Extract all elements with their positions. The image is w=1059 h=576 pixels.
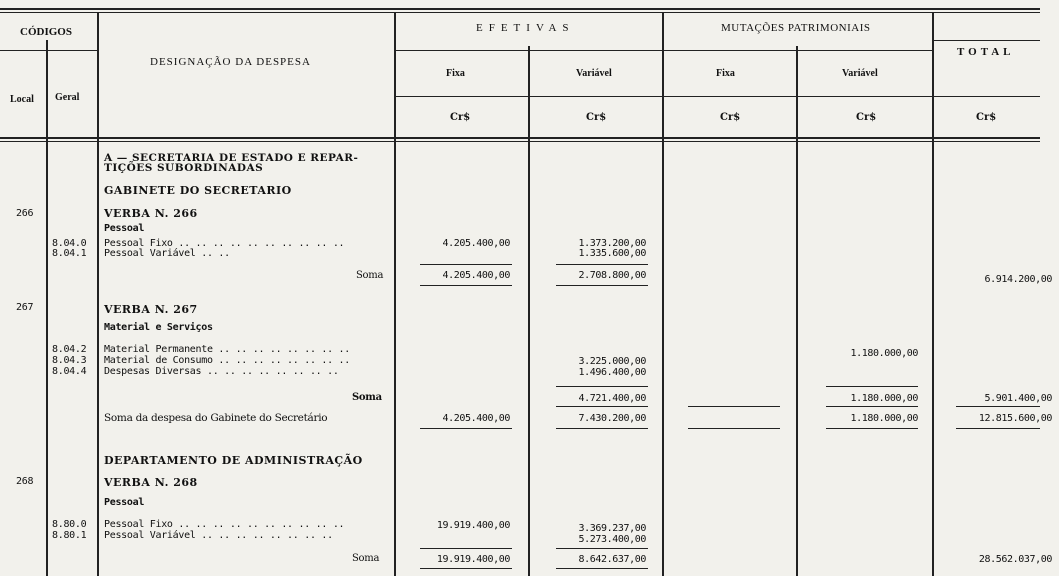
header-codigos: CÓDIGOS: [20, 26, 72, 38]
verba-268-soma-fixa: 19.919.400,00: [436, 554, 510, 565]
header-efetivas-fixa: Fixa: [446, 68, 465, 79]
currency-mut-fixa: Cr$: [720, 112, 741, 123]
verba-267-row2-variavel: 1.496.400,00: [578, 367, 646, 378]
gabinete-title: GABINETE DO SECRETARIO: [104, 184, 292, 197]
verba-268-sum-rule-var: [556, 548, 648, 549]
gabinete-total-fixa: 4.205.400,00: [442, 413, 510, 424]
header-local: Local: [10, 94, 34, 105]
currency-mut-variavel: Cr$: [856, 112, 877, 123]
section-a-title-2: TIÇÕES SUBORDINADAS: [104, 162, 264, 174]
header-bottom-rule-2: [0, 141, 1040, 142]
verba-267-group: Material e Serviços: [104, 322, 213, 333]
verba-268-row1-label: Pessoal Variável .. .. .. .. .. .. .. ..: [104, 530, 333, 541]
gabinete-total-rule-mut-fixa: [688, 428, 780, 429]
verba-266-soma-label: Soma: [356, 270, 384, 281]
gabinete-total-total: 12.815.600,00: [978, 413, 1052, 424]
verba-266-soma-fixa: 4.205.400,00: [442, 270, 510, 281]
header-mutacoes: MUTAÇÕES PATRIMONIAIS: [721, 22, 871, 34]
verba-266-soma-variavel: 2.708.800,00: [578, 270, 646, 281]
header-designacao: DESIGNAÇÃO DA DESPESA: [150, 56, 311, 68]
verba-266-local: 266: [16, 208, 34, 219]
verba-266-row0-label: Pessoal Fixo .. .. .. .. .. .. .. .. .. ..: [104, 238, 345, 249]
verba-267-sum-rule-mut: [826, 386, 918, 387]
verba-268-sum-rule-fixa: [420, 548, 512, 549]
currency-total: Cr$: [976, 112, 997, 123]
verba-267-sum-bottom-var: [556, 406, 648, 407]
verba-266-label: VERBA N. 266: [104, 207, 198, 220]
verba-268-row0-fixa: 19.919.400,00: [436, 520, 510, 531]
verba-268-row1-variavel: 5.273.400,00: [578, 534, 646, 545]
top-rule-2: [0, 12, 1040, 13]
verba-267-sum-rule-var: [556, 386, 648, 387]
header-geral: Geral: [55, 92, 80, 103]
verba-268-row0-variavel: 3.369.237,00: [578, 523, 646, 534]
verba-266-row1-code: 8.04.1: [52, 248, 87, 259]
verba-266-row1-variavel: 1.335.600,00: [578, 248, 646, 259]
verba-268-sum-bottom-fixa: [420, 568, 512, 569]
verba-268-label: VERBA N. 268: [104, 476, 198, 489]
verba-267-soma-mut-variavel: 1.180.000,00: [850, 393, 918, 404]
header-mut-variavel: Variável: [842, 68, 878, 79]
gabinete-total-label: Soma da despesa do Gabinete do Secretário: [104, 412, 328, 424]
departamento-title: DEPARTAMENTO DE ADMINISTRAÇÃO: [104, 454, 363, 467]
verba-267-row0-code: 8.04.2: [52, 344, 87, 355]
gabinete-total-rule-var: [556, 428, 648, 429]
verba-268-row0-code: 8.80.0: [52, 519, 87, 530]
header-bottom-rule: [0, 137, 1040, 139]
verba-267-sum-bottom-total: [956, 406, 1040, 407]
efetivas-rule: [396, 50, 932, 51]
gabinete-total-rule-fixa: [420, 428, 512, 429]
verba-267-sum-bottom-mut-fixa: [688, 406, 780, 407]
verba-267-soma-label: Soma: [352, 392, 382, 403]
gabinete-total-mut-variavel: 1.180.000,00: [850, 413, 918, 424]
verba-268-local: 268: [16, 476, 34, 487]
gabinete-total-rule-total: [956, 428, 1040, 429]
verba-267-row1-code: 8.04.3: [52, 355, 87, 366]
header-efetivas: EFETIVAS: [476, 22, 575, 34]
verba-267-row0-label: Material Permanente .. .. .. .. .. .. .. ..: [104, 344, 350, 355]
header-efetivas-variavel: Variável: [576, 68, 612, 79]
header-mut-fixa: Fixa: [716, 68, 735, 79]
verba-268-row1-code: 8.80.1: [52, 530, 87, 541]
verba-266-total: 6.914.200,00: [984, 274, 1052, 285]
verba-267-row2-label: Despesas Diversas .. .. .. .. .. .. .. ..: [104, 366, 339, 377]
verba-267-row1-label: Material de Consumo .. .. .. .. .. .. .. ..: [104, 355, 350, 366]
col-rule-geral: [97, 12, 99, 576]
codigos-rule: [0, 50, 97, 51]
verba-267-row0-mut-variavel: 1.180.000,00: [850, 348, 918, 359]
header-total: TOTAL: [957, 46, 1015, 58]
verba-267-soma-variavel: 4.721.400,00: [578, 393, 646, 404]
verba-267-sum-bottom-mut: [826, 406, 918, 407]
verba-268-group: Pessoal: [104, 497, 145, 508]
gabinete-total-rule-mut: [826, 428, 918, 429]
section-a-title-1: A — SECRETARIA DE ESTADO E REPAR-: [104, 152, 359, 164]
subhead-rule: [396, 96, 1040, 97]
col-rule-mut-fixa: [796, 46, 798, 576]
verba-267-row1-variavel: 3.225.000,00: [578, 356, 646, 367]
verba-266-row0-fixa: 4.205.400,00: [442, 238, 510, 249]
verba-267-total: 5.901.400,00: [984, 393, 1052, 404]
verba-268-soma-label: Soma: [352, 553, 380, 564]
verba-266-sum-bottom-fixa: [420, 285, 512, 286]
total-rule: [934, 40, 1040, 41]
verba-268-soma-variavel: 8.642.637,00: [578, 554, 646, 565]
verba-266-group: Pessoal: [104, 223, 145, 234]
verba-267-label: VERBA N. 267: [104, 303, 198, 316]
verba-266-row1-label: Pessoal Variável .. ..: [104, 248, 230, 259]
col-rule-local: [46, 40, 48, 576]
verba-268-row0-label: Pessoal Fixo .. .. .. .. .. .. .. .. .. ..: [104, 519, 345, 530]
col-rule-efetivas-fixa: [528, 46, 530, 576]
verba-267-row2-code: 8.04.4: [52, 366, 87, 377]
verba-266-sum-bottom-var: [556, 285, 648, 286]
verba-267-local: 267: [16, 302, 34, 313]
currency-efetivas-variavel: Cr$: [586, 112, 607, 123]
gabinete-total-variavel: 7.430.200,00: [578, 413, 646, 424]
top-rule: [0, 8, 1040, 10]
verba-266-row0-code: 8.04.0: [52, 238, 87, 249]
currency-efetivas-fixa: Cr$: [450, 112, 471, 123]
verba-266-sum-rule-var: [556, 264, 648, 265]
verba-266-row0-variavel: 1.373.200,00: [578, 238, 646, 249]
verba-268-sum-bottom-var: [556, 568, 648, 569]
verba-266-sum-rule-fixa: [420, 264, 512, 265]
verba-268-total: 28.562.037,00: [978, 554, 1052, 565]
